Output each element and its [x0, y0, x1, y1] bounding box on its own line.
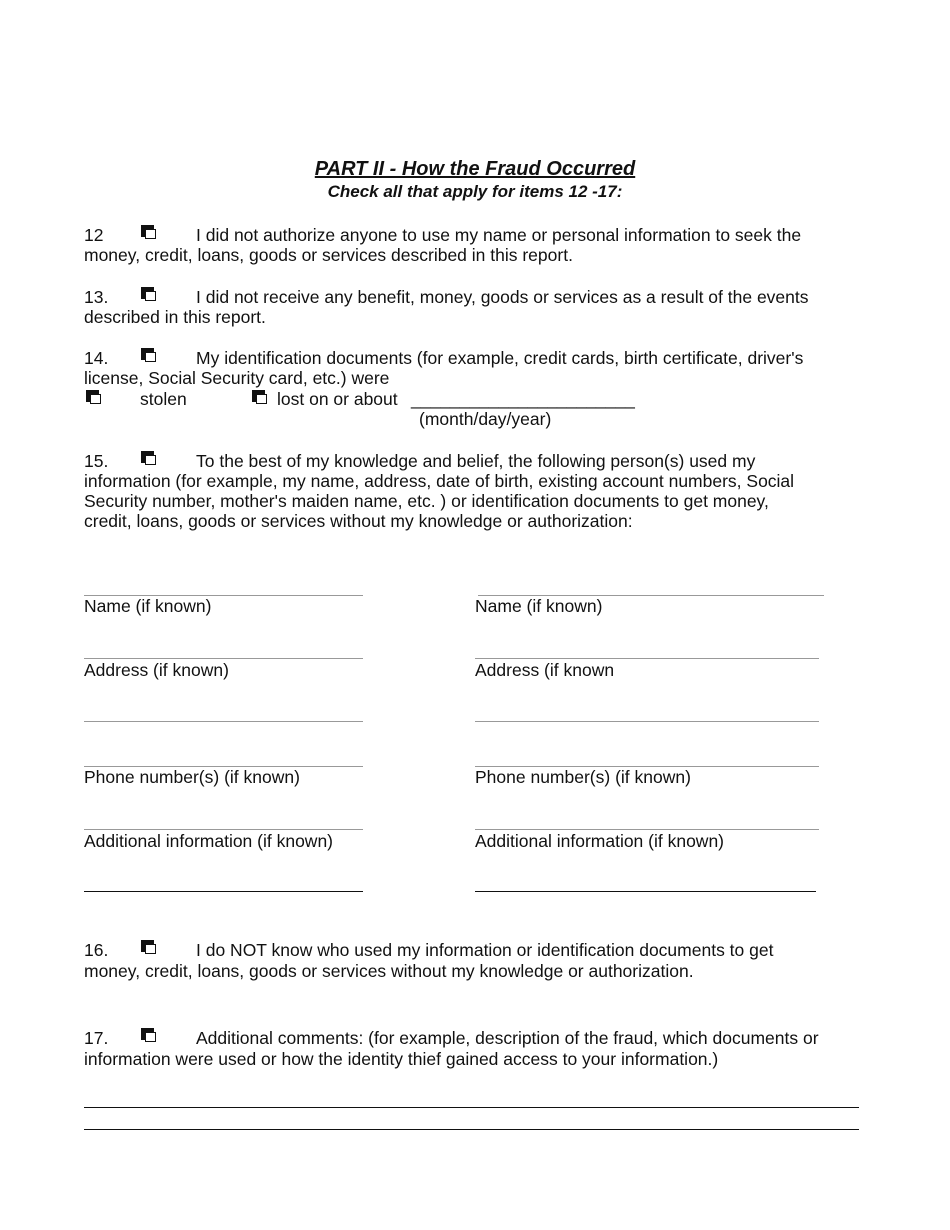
lost-label: lost on or about: [277, 389, 398, 409]
lost-checkbox[interactable]: [252, 390, 268, 405]
right-additional-label: Additional information (if known): [475, 831, 725, 851]
left-address-label: Address (if known): [84, 660, 229, 680]
left-name-label: Name (if known): [84, 596, 212, 616]
item-17-text-line1: Additional comments: (for example, description of the fraud, which documents or: [196, 1028, 819, 1048]
item-15-text-line4: credit, loans, goods or services without my knowledge or authorization:: [84, 511, 633, 531]
item-17-checkbox[interactable]: [141, 1028, 157, 1043]
item-13-checkbox[interactable]: [141, 287, 157, 302]
item-14-number: 14.: [84, 348, 109, 368]
stolen-label: stolen: [140, 389, 187, 409]
item-14-text-line2: license, Social Security card, etc.) were: [84, 368, 390, 388]
right-address-label: Address (if known: [475, 660, 615, 680]
item-12-checkbox[interactable]: [141, 225, 157, 240]
left-address-field[interactable]: [84, 658, 363, 659]
item-12-text-line2: money, credit, loans, goods or services described in this report.: [84, 245, 573, 265]
item-15-checkbox[interactable]: [141, 451, 157, 466]
item-13-text-line1: I did not receive any benefit, money, goods or services as a result of the events: [196, 287, 809, 307]
right-address-line2-field[interactable]: [475, 721, 819, 722]
left-additional-line2-field[interactable]: [84, 891, 363, 892]
item-12-number: 12: [84, 225, 104, 245]
right-additional-line2-field[interactable]: [475, 891, 816, 892]
date-format-hint: (month/day/year): [419, 409, 552, 429]
stolen-checkbox[interactable]: [86, 390, 102, 405]
item-12-text-line1: I did not authorize anyone to use my name or personal information to seek the: [196, 225, 802, 245]
right-additional-field[interactable]: [475, 829, 819, 830]
right-address-field[interactable]: [475, 658, 819, 659]
left-additional-field[interactable]: [84, 829, 363, 830]
left-phone-label: Phone number(s) (if known): [84, 767, 300, 787]
item-15-text-line2: information (for example, my name, address, date of birth, existing account numbers, Social: [84, 471, 795, 491]
item-16-text-line2: money, credit, loans, goods or services without my knowledge or authorization.: [84, 961, 694, 981]
item-17-number: 17.: [84, 1028, 109, 1048]
item-15-text-line3: Security number, mother's maiden name, etc. ) or identification documents to get money,: [84, 491, 769, 511]
comments-line-1[interactable]: [84, 1107, 859, 1108]
left-additional-label: Additional information (if known): [84, 831, 334, 851]
lost-date-field[interactable]: _______________________: [411, 389, 635, 409]
comments-line-2[interactable]: [84, 1129, 859, 1130]
item-13-text-line2: described in this report.: [84, 307, 266, 327]
item-16-text-line1: I do NOT know who used my information or identification documents to get: [196, 940, 774, 960]
item-16-checkbox[interactable]: [141, 940, 157, 955]
item-17-text-line2: information were used or how the identity thief gained access to your information.): [84, 1049, 719, 1069]
page-subtitle: Check all that apply for items 12 -17:: [327, 182, 623, 201]
item-13-number: 13.: [84, 287, 109, 307]
item-16-number: 16.: [84, 940, 109, 960]
item-15-number: 15.: [84, 451, 109, 471]
left-address-line2-field[interactable]: [84, 721, 363, 722]
item-14-text-line1: My identification documents (for example, credit cards, birth certificate, driver's: [196, 348, 804, 368]
right-phone-label: Phone number(s) (if known): [475, 767, 691, 787]
item-14-checkbox[interactable]: [141, 348, 157, 363]
page-title: PART II - How the Fraud Occurred: [314, 158, 636, 180]
right-name-label: Name (if known): [475, 596, 603, 616]
item-15-text-line1: To the best of my knowledge and belief, the following person(s) used my: [196, 451, 756, 471]
